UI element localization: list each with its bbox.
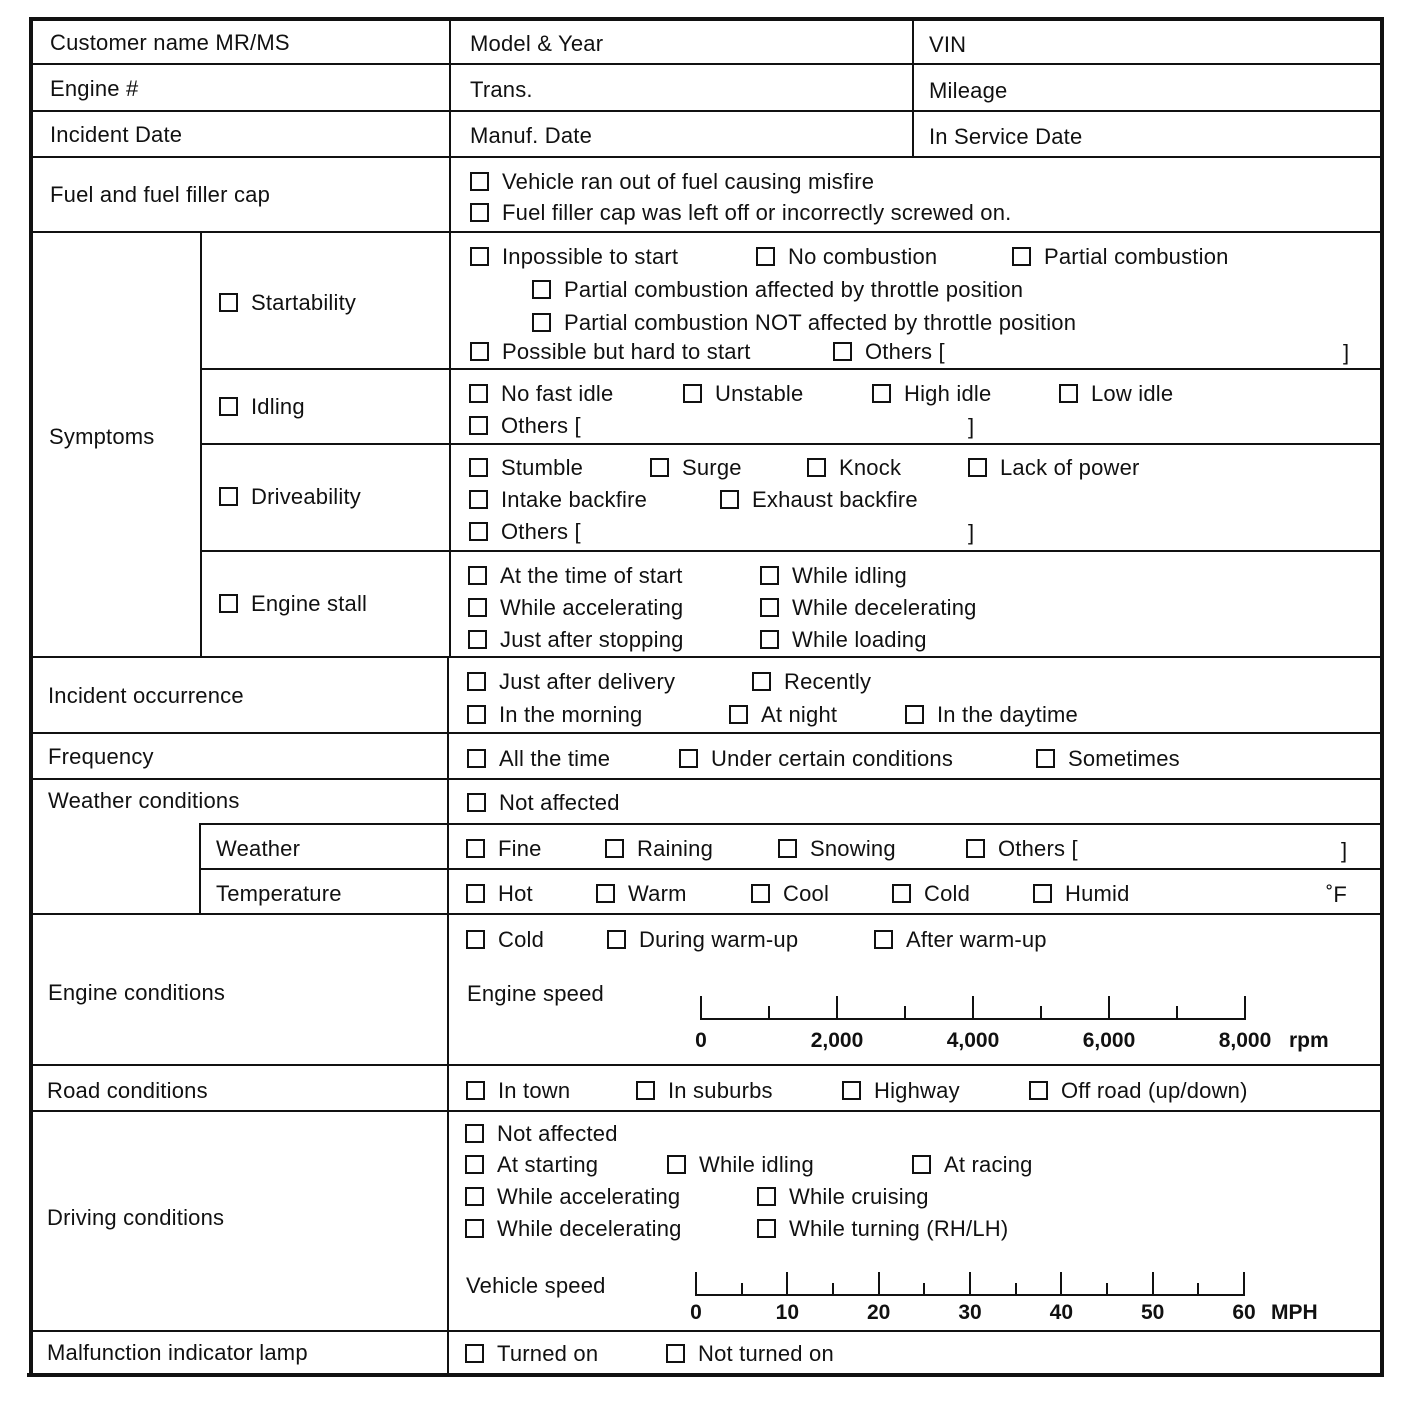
fuel-cap-left-off-checkbox[interactable] [470,203,489,222]
rule [199,823,201,913]
warm-label: Warm [628,881,687,906]
engine-tick-label: 8,000 [1218,1029,1272,1052]
engine-major-tick [1108,996,1110,1018]
driveability-others-label: Others [ [501,519,581,544]
sometimes-label: Sometimes [1068,746,1180,771]
no-combustion-checkbox[interactable] [756,247,775,266]
engine-cold-checkbox[interactable] [466,930,485,949]
partial-not-affected-throttle-checkbox[interactable] [532,313,551,332]
engine-major-tick [700,996,702,1018]
stall-while-decelerating-label: While decelerating [792,595,977,620]
in-the-morning-label: In the morning [499,702,643,727]
no-fast-idle-checkbox[interactable] [469,384,488,403]
after-warm-up-label: After warm-up [906,927,1047,952]
vehicle-scale-unit: MPH [1271,1301,1318,1324]
fuel-label: Fuel and fuel filler cap [50,182,271,207]
stall-while-accelerating-label: While accelerating [500,595,684,620]
idling-others-label: Others [ [501,413,581,438]
rule [912,21,914,156]
vehicle-major-tick [1152,1272,1154,1294]
weather-others-label: Others [ [998,836,1078,861]
customer-name-label: Customer name MR/MS [50,30,290,55]
frame-top [29,17,1384,21]
no-combustion-label: No combustion [788,244,938,269]
engine-stall-label: Engine stall [251,591,368,616]
rule [33,778,1381,780]
rule [33,231,1382,233]
cool-label: Cool [783,881,830,906]
in-the-morning-checkbox[interactable] [467,705,486,724]
lack-of-power-checkbox[interactable] [968,458,987,477]
at-starting-checkbox[interactable] [465,1155,484,1174]
hard-to-start-checkbox[interactable] [470,342,489,361]
exhaust-backfire-label: Exhaust backfire [752,487,918,512]
startability-label: Startability [251,290,357,315]
under-certain-conditions-checkbox[interactable] [679,749,698,768]
cold-temperature-checkbox[interactable] [892,884,911,903]
rule [201,443,1381,445]
stall-while-idling-checkbox[interactable] [760,566,779,585]
off-road-checkbox[interactable] [1029,1081,1048,1100]
idling-label: Idling [251,394,305,419]
mil-label: Malfunction indicator lamp [47,1340,308,1365]
engine-scale-unit: rpm [1289,1029,1329,1052]
engine-tick-label: 0 [695,1029,707,1052]
under-certain-conditions-label: Under certain conditions [711,746,954,771]
in-suburbs-label: In suburbs [668,1078,773,1103]
while-turning-checkbox[interactable] [757,1219,776,1238]
stumble-label: Stumble [501,455,584,480]
startability-checkbox[interactable] [219,293,238,312]
stall-while-decelerating-checkbox[interactable] [760,598,779,617]
lack-of-power-label: Lack of power [1000,455,1140,480]
recently-checkbox[interactable] [752,672,771,691]
sometimes-checkbox[interactable] [1036,749,1055,768]
fine-checkbox[interactable] [466,839,485,858]
mil-not-turned-on-checkbox[interactable] [666,1344,685,1363]
weather-not-affected-checkbox[interactable] [467,793,486,812]
intake-backfire-checkbox[interactable] [469,490,488,509]
vehicle-tick-label: 0 [690,1301,702,1324]
engine-major-tick [972,996,974,1018]
engine-minor-tick [768,1006,770,1018]
intake-backfire-label: Intake backfire [501,487,648,512]
vehicle-tick-label: 50 [1140,1301,1165,1324]
engine-major-tick [1244,996,1246,1018]
high-idle-label: High idle [904,381,992,406]
partial-affected-throttle-label: Partial combustion affected by throttle position [564,277,1024,302]
engine-tick-label: 4,000 [946,1029,1000,1052]
engine-minor-tick [1176,1006,1178,1018]
driving-not-affected-checkbox[interactable] [465,1124,484,1143]
in-town-label: In town [498,1078,571,1103]
low-idle-label: Low idle [1091,381,1174,406]
fuel-ran-out-checkbox[interactable] [470,172,489,191]
weather-others-checkbox[interactable] [966,839,985,858]
frequency-label: Frequency [48,744,154,769]
after-warm-up-checkbox[interactable] [874,930,893,949]
vehicle-minor-tick [741,1283,743,1294]
rule [201,550,1381,552]
stumble-checkbox[interactable] [469,458,488,477]
snowing-checkbox[interactable] [778,839,797,858]
vin-label: VIN [929,32,967,57]
rule [447,656,449,1373]
engine-cold-label: Cold [498,927,545,952]
engine-tick-label: 6,000 [1082,1029,1136,1052]
incident-occurrence-label: Incident occurrence [48,683,244,708]
during-warm-up-label: During warm-up [639,927,799,952]
in-the-daytime-label: In the daytime [937,702,1078,727]
unstable-checkbox[interactable] [683,384,702,403]
knock-checkbox[interactable] [807,458,826,477]
vehicle-major-tick [1243,1272,1245,1294]
driving-while-idling-checkbox[interactable] [667,1155,686,1174]
no-fast-idle-label: No fast idle [501,381,614,406]
exhaust-backfire-checkbox[interactable] [720,490,739,509]
impossible-to-start-label: Inpossible to start [502,244,679,269]
vehicle-tick-label: 40 [1049,1301,1074,1324]
driveability-others-close: ] [968,520,975,545]
vehicle-major-tick [695,1272,697,1294]
weather-others-close: ] [1341,838,1348,863]
rule [33,732,1381,734]
just-after-delivery-checkbox[interactable] [467,672,486,691]
driving-conditions-label: Driving conditions [47,1205,225,1230]
stall-while-accelerating-checkbox[interactable] [468,598,487,617]
vehicle-tick-label: 60 [1232,1301,1256,1324]
high-idle-checkbox[interactable] [872,384,891,403]
engine-speed-label: Engine speed [467,981,604,1006]
weather-not-affected-label: Not affected [499,790,620,815]
stall-while-loading-checkbox[interactable] [760,630,779,649]
engine-tick-label: 2,000 [810,1029,864,1052]
low-idle-checkbox[interactable] [1059,384,1078,403]
hot-label: Hot [498,881,533,906]
at-night-checkbox[interactable] [729,705,748,724]
vehicle-tick-label: 20 [866,1301,891,1324]
raining-checkbox[interactable] [605,839,624,858]
manuf-date-label: Manuf. Date [470,123,593,148]
while-cruising-checkbox[interactable] [757,1187,776,1206]
driving-while-accelerating-checkbox[interactable] [465,1187,484,1206]
rule [200,823,1380,825]
rule [33,110,1382,112]
idling-checkbox[interactable] [219,397,238,416]
partial-combustion-label: Partial combustion [1044,244,1229,269]
hard-to-start-label: Possible but hard to start [502,339,751,364]
vehicle-minor-tick [1106,1283,1108,1294]
stall-at-start-label: At the time of start [500,563,683,588]
mil-turned-on-checkbox[interactable] [465,1344,484,1363]
vehicle-minor-tick [1197,1283,1199,1294]
fuel-ran-out-label: Vehicle ran out of fuel causing misfire [502,169,875,194]
off-road-label: Off road (up/down) [1061,1078,1248,1103]
cool-checkbox[interactable] [751,884,770,903]
rule [33,1330,1380,1332]
unstable-label: Unstable [715,381,804,406]
temperature-unit: ˚F [1326,882,1347,907]
fuel-cap-left-off-label: Fuel filler cap was left off or incorrectly screwed on. [502,200,1012,225]
driving-while-accelerating-label: While accelerating [497,1184,681,1209]
warm-checkbox[interactable] [596,884,615,903]
surge-checkbox[interactable] [650,458,669,477]
rule [33,156,1382,158]
hot-checkbox[interactable] [466,884,485,903]
just-after-delivery-label: Just after delivery [499,669,676,694]
stall-after-stopping-label: Just after stopping [500,627,684,652]
idling-others-checkbox[interactable] [469,416,488,435]
vehicle-major-tick [1060,1272,1062,1294]
vehicle-minor-tick [832,1283,834,1294]
vehicle-major-tick [878,1272,880,1294]
in-town-checkbox[interactable] [466,1081,485,1100]
highway-label: Highway [874,1078,960,1103]
rule [33,913,1380,915]
engine-minor-tick [1040,1006,1042,1018]
while-turning-label: While turning (RH/LH) [789,1216,1009,1241]
partial-combustion-checkbox[interactable] [1012,247,1031,266]
model-year-label: Model & Year [470,31,604,56]
driving-not-affected-label: Not affected [497,1121,618,1146]
rule [33,63,1382,65]
rule [200,868,1380,870]
vehicle-major-tick [969,1272,971,1294]
symptoms-label: Symptoms [49,424,155,449]
road-conditions-label: Road conditions [47,1078,208,1103]
engine-major-tick [836,996,838,1018]
weather-conditions-label: Weather conditions [48,788,240,813]
mileage-label: Mileage [929,78,1008,103]
vehicle-minor-tick [1015,1283,1017,1294]
stall-while-loading-label: While loading [792,627,927,652]
in-service-date-label: In Service Date [929,124,1083,149]
cold-temperature-label: Cold [924,881,971,906]
fine-label: Fine [498,836,542,861]
stall-while-idling-label: While idling [792,563,907,588]
in-the-daytime-checkbox[interactable] [905,705,924,724]
at-racing-label: At racing [944,1152,1033,1177]
humid-checkbox[interactable] [1033,884,1052,903]
knock-label: Knock [839,455,902,480]
at-starting-label: At starting [497,1152,599,1177]
snowing-label: Snowing [810,836,896,861]
engine-conditions-label: Engine conditions [48,980,226,1005]
mil-turned-on-label: Turned on [497,1341,599,1366]
weather-label: Weather [216,836,301,861]
vehicle-tick-label: 10 [775,1301,800,1324]
rule [33,656,1381,658]
rule [33,1064,1380,1066]
raining-label: Raining [637,836,714,861]
highway-checkbox[interactable] [842,1081,861,1100]
vehicle-scale-baseline [695,1294,1245,1296]
driving-while-idling-label: While idling [699,1152,814,1177]
all-the-time-label: All the time [499,746,611,771]
temperature-label: Temperature [216,881,342,906]
startability-others-close: ] [1343,340,1350,365]
driveability-others-checkbox[interactable] [469,522,488,541]
rule [33,1110,1380,1112]
at-racing-checkbox[interactable] [912,1155,931,1174]
partial-not-affected-throttle-label: Partial combustion NOT affected by throttle position [564,310,1077,335]
driveability-checkbox[interactable] [219,487,238,506]
vehicle-major-tick [786,1272,788,1294]
frame-bottom [27,1373,1382,1377]
humid-label: Humid [1065,881,1130,906]
trans-label: Trans. [470,77,533,102]
mil-not-turned-on-label: Not turned on [698,1341,834,1366]
driving-while-decelerating-label: While decelerating [497,1216,682,1241]
startability-others-label: Others [ [865,339,945,364]
partial-affected-throttle-checkbox[interactable] [532,280,551,299]
recently-label: Recently [784,669,872,694]
vehicle-tick-label: 30 [958,1301,982,1324]
driveability-label: Driveability [251,484,361,509]
stall-at-start-checkbox[interactable] [468,566,487,585]
vehicle-speed-label: Vehicle speed [466,1273,606,1298]
engine-minor-tick [904,1006,906,1018]
rule [200,231,202,656]
vehicle-minor-tick [923,1283,925,1294]
incident-date-label: Incident Date [50,122,183,147]
engine-stall-checkbox[interactable] [219,594,238,613]
while-cruising-label: While cruising [789,1184,929,1209]
all-the-time-checkbox[interactable] [467,749,486,768]
during-warm-up-checkbox[interactable] [607,930,626,949]
startability-others-checkbox[interactable] [833,342,852,361]
engine-scale-baseline [700,1018,1246,1020]
surge-label: Surge [682,455,742,480]
frame-left [29,17,33,1377]
driving-while-decelerating-checkbox[interactable] [465,1219,484,1238]
idling-others-close: ] [968,414,975,439]
impossible-to-start-checkbox[interactable] [470,247,489,266]
rule [201,368,1381,370]
stall-after-stopping-checkbox[interactable] [468,630,487,649]
rule [449,21,451,656]
at-night-label: At night [761,702,838,727]
in-suburbs-checkbox[interactable] [636,1081,655,1100]
engine-number-label: Engine # [50,76,139,101]
frame-right [1380,17,1384,1377]
